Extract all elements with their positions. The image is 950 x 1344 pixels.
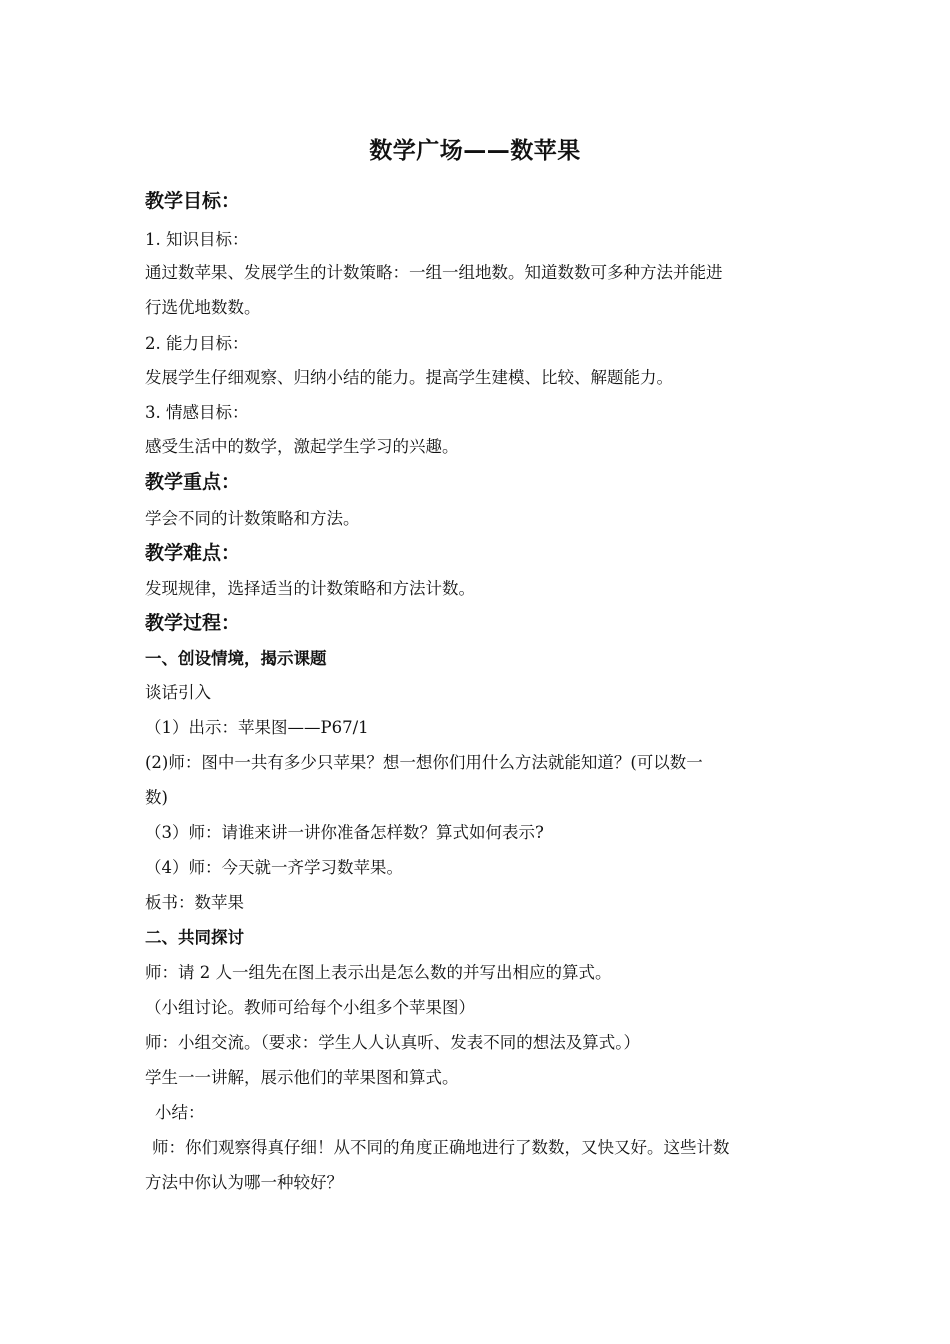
part-1-heading: 一、创设情境，揭示课题: [145, 649, 327, 668]
part-1-step-3: （3）师：请谁来讲一讲你准备怎样数？算式如何表示?: [145, 823, 544, 842]
page-title: 数学广场——数苹果: [369, 138, 581, 164]
objective-2-label: 2. 能力目标：: [145, 334, 249, 353]
part-1-intro: 谈话引入: [145, 683, 211, 702]
objectives-heading: 教学目标：: [145, 190, 241, 212]
difficulty-text: 发现规律，选择适当的计数策略和方法计数。: [145, 579, 475, 598]
objective-3-label: 3. 情感目标：: [145, 403, 249, 422]
objective-2-text: 发展学生仔细观察、归纳小结的能力。提高学生建模、比较、解题能力。: [145, 368, 673, 387]
part-1-board: 板书：数苹果: [145, 893, 244, 912]
key-point-text: 学会不同的计数策略和方法。: [145, 509, 360, 528]
part-2-line-3: 师：小组交流。（要求：学生人人认真听、发表不同的想法及算式。）: [145, 1033, 640, 1052]
key-point-heading: 教学重点：: [145, 471, 241, 493]
part-2-summary-line-2: 方法中你认为哪一种较好？: [145, 1173, 343, 1192]
difficulty-heading: 教学难点：: [145, 542, 241, 564]
objective-1-text-line-1: 通过数苹果、发展学生的计数策略：一组一组地数。知道数数可多种方法并能进: [145, 263, 723, 282]
part-2-line-2: （小组讨论。教师可给每个小组多个苹果图）: [145, 998, 475, 1017]
part-1-step-4: （4）师：今天就一齐学习数苹果。: [145, 858, 403, 877]
part-1-step-2-line-2: 数): [145, 788, 168, 807]
part-1-step-1: （1）出示：苹果图——P67/1: [145, 718, 369, 737]
part-2-summary-label: 小结：: [155, 1103, 205, 1122]
process-heading: 教学过程：: [145, 612, 241, 634]
part-2-summary-line-1: 师：你们观察得真仔细！从不同的角度正确地进行了数数，又快又好。这些计数: [152, 1138, 730, 1157]
part-2-line-1: 师：请 2 人一组先在图上表示出是怎么数的并写出相应的算式。: [145, 963, 612, 982]
objective-1-label: 1. 知识目标：: [145, 230, 249, 249]
part-2-heading: 二、共同探讨: [145, 928, 244, 947]
objective-3-text: 感受生活中的数学，激起学生学习的兴趣。: [145, 437, 459, 456]
objective-1-text-line-2: 行选优地数数。: [145, 298, 261, 317]
part-1-step-2-line-1: (2)师：图中一共有多少只苹果？想一想你们用什么方法就能知道？(可以数一: [145, 753, 703, 772]
part-2-line-4: 学生一一讲解，展示他们的苹果图和算式。: [145, 1068, 459, 1087]
